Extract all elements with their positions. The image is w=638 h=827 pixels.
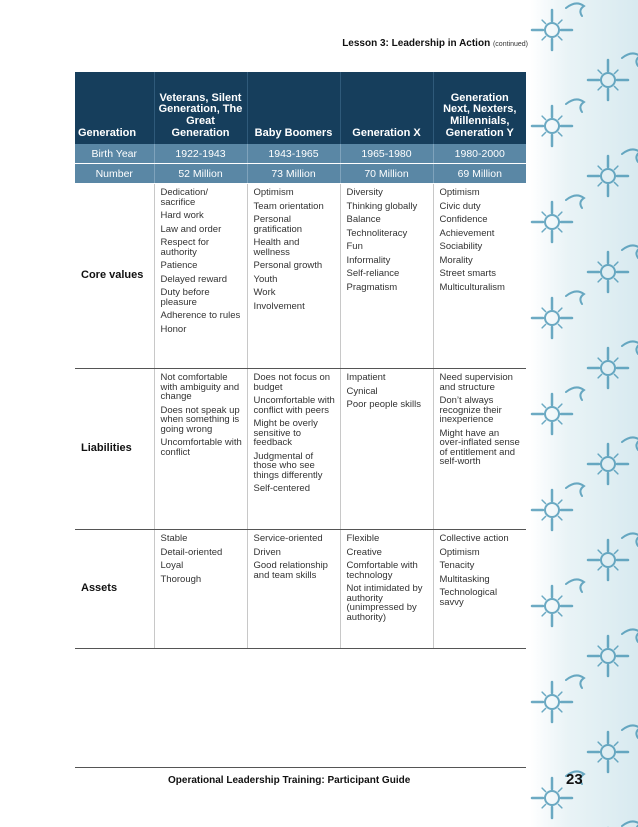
cell-item: Optimism	[439, 187, 480, 198]
cell-item: Street smarts	[439, 268, 496, 279]
cell-item: Personal gratification	[253, 214, 303, 235]
lesson-title: Lesson 3: Leadership in Action	[342, 38, 491, 49]
table-cell	[154, 184, 247, 369]
cell-item: Duty before pleasure	[160, 287, 210, 308]
number-row	[75, 164, 526, 184]
compass-ornament	[588, 821, 638, 827]
column-header: Veterans, Silent Generation, The Great Generation	[154, 72, 247, 144]
cell-item: Good relationship and team skills	[253, 560, 328, 581]
compass-ornament	[588, 53, 638, 100]
cell-item: Civic duty	[439, 200, 481, 212]
cell-item: Uncomfortable with conflict with peers	[253, 395, 335, 416]
cell-item: Poor people skills	[346, 399, 421, 410]
column-header: Generation Next, Nexters, Millennials, Generation Y	[433, 72, 526, 144]
cell-item: Self-centered	[253, 483, 311, 494]
cell-item: Driven	[253, 546, 281, 558]
cell-item: Self-reliance	[346, 268, 400, 279]
compass-ornament	[588, 533, 638, 580]
cell-item: Adherence to rules	[160, 310, 241, 321]
cell-item: Comfortable with technology	[346, 560, 418, 581]
row-label: Core values	[75, 184, 154, 369]
column-header: Baby Boomers	[247, 72, 340, 144]
compass-ornament-pattern	[530, 0, 638, 827]
table-cell: 70 Million	[340, 164, 433, 184]
compass-ornament	[532, 675, 584, 722]
cell-item: Involvement	[253, 300, 305, 312]
decorative-border	[530, 0, 638, 827]
generations-table	[75, 72, 526, 649]
cell-item: Optimism	[439, 546, 480, 558]
table-cell	[247, 530, 340, 649]
column-header: Generation X	[340, 72, 433, 144]
cell-item: Flexible	[346, 533, 380, 544]
assets-row	[75, 530, 526, 649]
cell-item: Informality	[346, 254, 391, 266]
compass-ornament	[532, 3, 584, 50]
table-cell	[433, 184, 526, 369]
cell-item: Thorough	[160, 573, 202, 585]
cell-item: Work	[253, 287, 276, 298]
cell-item: Service-oriented	[253, 533, 323, 544]
table-cell	[247, 369, 340, 530]
row-label: Liabilities	[75, 369, 154, 530]
cell-item: Creative	[346, 546, 382, 558]
page-number: 23	[566, 771, 583, 788]
cell-item: Does not speak up when something is going wrong	[160, 404, 240, 435]
cell-item: Morality	[439, 254, 473, 266]
cell-item: Judgmental of those who see things differently	[253, 450, 323, 481]
cell-item: Diversity	[346, 187, 383, 198]
compass-ornament	[588, 725, 638, 772]
cell-item: Health and wellness	[253, 237, 300, 258]
cell-item: Hard work	[160, 210, 204, 221]
table-cell	[154, 369, 247, 530]
cell-item: Optimism	[253, 187, 294, 198]
cell-item: Not intimidated by authority (unimpressed by authority)	[346, 583, 423, 623]
running-header	[180, 38, 528, 49]
cell-item: Not comfortable with ambiguity and change	[160, 372, 240, 402]
core-values-row	[75, 184, 526, 369]
table-cell	[154, 530, 247, 649]
table-cell	[340, 530, 433, 649]
cell-item: Pragmatism	[346, 281, 398, 293]
cell-item: Fun	[346, 241, 363, 252]
compass-ornament	[588, 341, 638, 388]
cell-item: Honor	[160, 323, 187, 335]
compass-ornament	[588, 149, 638, 196]
row-label: Number	[75, 164, 154, 184]
cell-item: Impatient	[346, 372, 386, 383]
table-cell	[433, 369, 526, 530]
cell-item: Need supervision and structure	[439, 372, 513, 393]
cell-item: Stable	[160, 533, 188, 544]
table-cell: 73 Million	[247, 164, 340, 184]
cell-item: Patience	[160, 260, 198, 271]
cell-item: Uncomfortable with conflict	[160, 437, 242, 458]
cell-item: Detail-oriented	[160, 546, 223, 558]
continued-note: (continued)	[492, 41, 528, 48]
footer-divider	[75, 767, 526, 768]
row-label: Assets	[75, 530, 154, 649]
cell-item: Thinking globally	[346, 200, 418, 212]
cell-item: Collective action	[439, 533, 509, 544]
table-cell: 1943-1965	[247, 144, 340, 164]
compass-ornament	[532, 387, 584, 434]
table-cell: 52 Million	[154, 164, 247, 184]
table-cell	[247, 184, 340, 369]
table-cell	[340, 184, 433, 369]
table-cell: 1980-2000	[433, 144, 526, 164]
table-cell: 1965-1980	[340, 144, 433, 164]
cell-item: Tenacity	[439, 560, 475, 571]
cell-item: Loyal	[160, 560, 184, 571]
compass-ornament	[588, 437, 638, 484]
birth-year-row	[75, 144, 526, 164]
compass-ornament	[588, 245, 638, 292]
cell-item: Technological savvy	[439, 587, 498, 608]
cell-item: Cynical	[346, 385, 378, 397]
cell-item: Multiculturalism	[439, 281, 505, 293]
cell-item: Law and order	[160, 223, 222, 235]
cell-item: Don’t always recognize their inexperience	[439, 395, 502, 425]
row-label: Birth Year	[75, 144, 154, 164]
cell-item: Delayed reward	[160, 273, 228, 285]
cell-item: Personal growth	[253, 260, 323, 271]
cell-item: Balance	[346, 214, 381, 225]
cell-item: Multitasking	[439, 573, 490, 585]
compass-ornament	[532, 579, 584, 626]
cell-item: Respect for authority	[160, 237, 210, 258]
column-header: Generation	[75, 72, 154, 144]
table-header-row	[75, 72, 526, 144]
table-cell: 1922-1943	[154, 144, 247, 164]
cell-item: Sociability	[439, 241, 483, 252]
compass-ornament	[532, 483, 584, 530]
cell-item: Confidence	[439, 214, 488, 225]
cell-item: Team orientation	[253, 200, 324, 212]
cell-item: Technoliteracy	[346, 227, 408, 239]
table-cell: 69 Million	[433, 164, 526, 184]
guide-title: Operational Leadership Training: Participant Guide	[168, 775, 411, 786]
cell-item: Achievement	[439, 227, 495, 239]
cell-item: Might have an over-inflated sense of entitlement and self-worth	[439, 427, 520, 467]
cell-item: Youth	[253, 273, 278, 285]
compass-ornament	[532, 99, 584, 146]
cell-item: Does not focus on budget	[253, 372, 331, 393]
compass-ornament	[588, 629, 638, 676]
compass-ornament	[532, 195, 584, 242]
cell-item: Might be overly sensitive to feedback	[253, 418, 318, 448]
table-cell	[340, 369, 433, 530]
cell-item: Dedication/ sacrifice	[160, 187, 209, 208]
compass-ornament	[532, 291, 584, 338]
liabilities-row	[75, 369, 526, 530]
table-cell	[433, 530, 526, 649]
